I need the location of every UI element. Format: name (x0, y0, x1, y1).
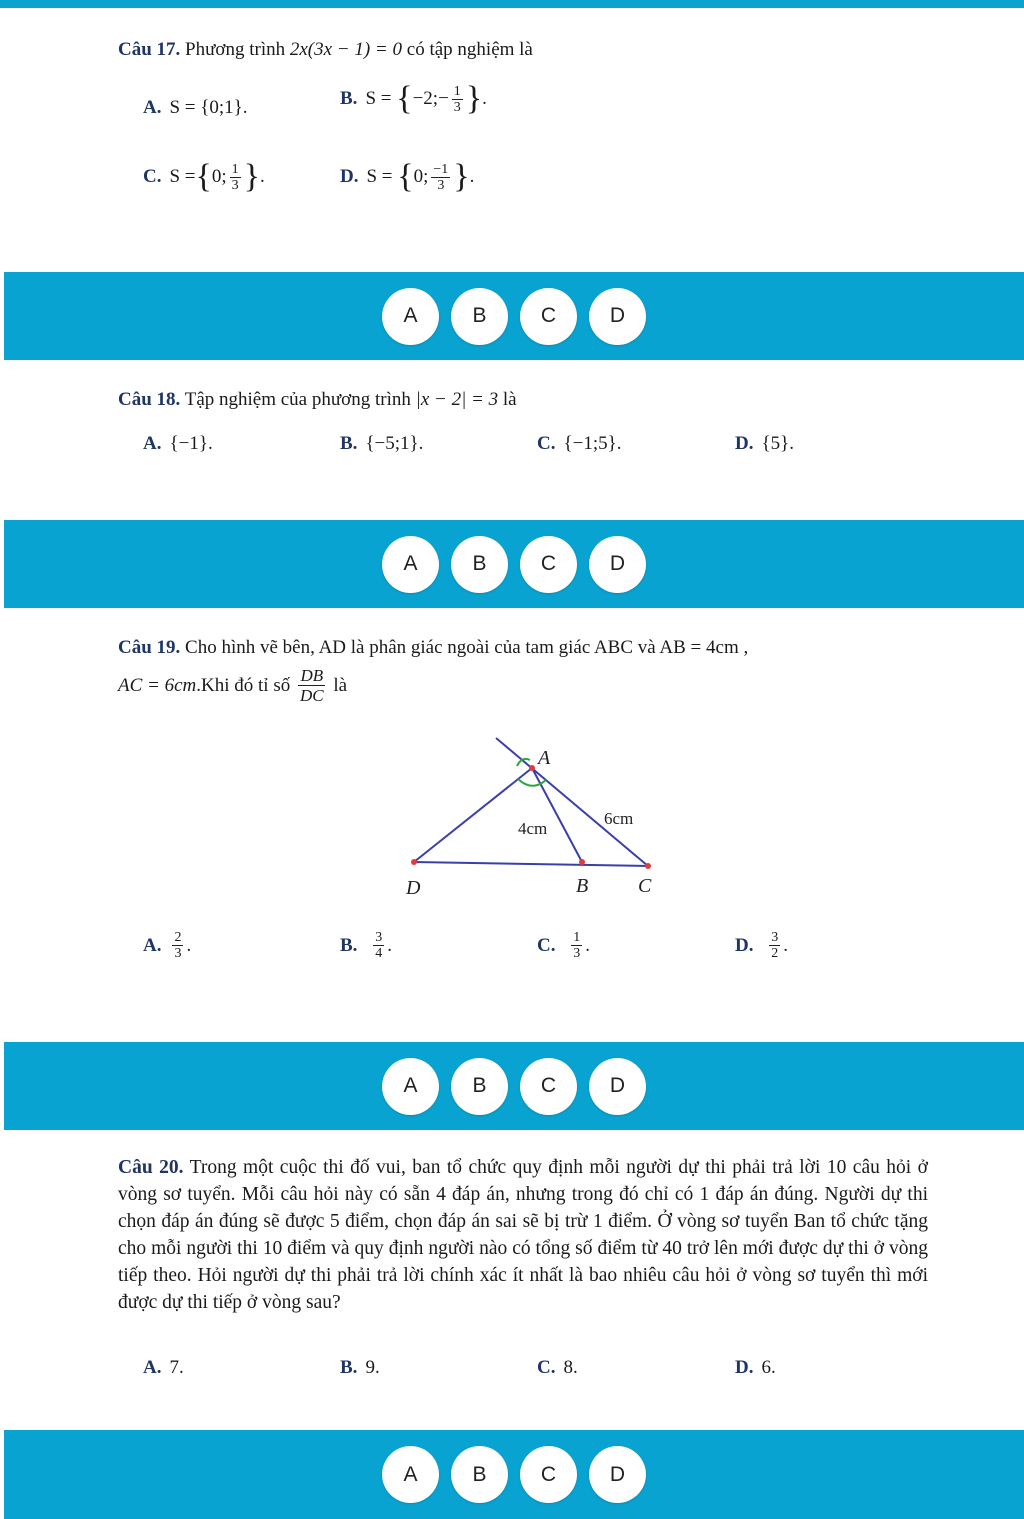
label-ac-length: 6cm (604, 809, 634, 828)
line-ad (414, 768, 532, 862)
q19-choice-d[interactable]: D (589, 1058, 646, 1115)
q17-option-d: D. S = { 0; $\frac{-1}{3}$ } . (340, 158, 475, 195)
q20-choice-c[interactable]: C (520, 1446, 577, 1503)
q18-option-b: B. {−5;1}. (340, 433, 424, 454)
top-accent-bar (0, 0, 1024, 8)
q17-option-a: A. S = {0;1}. (143, 97, 248, 118)
q18-option-a: A. {−1}. (143, 433, 213, 454)
q19-choice-c[interactable]: C (520, 1058, 577, 1115)
label-b: B (576, 875, 589, 897)
q19-answer-bar (4, 1042, 1024, 1130)
q20-option-c: C. 8. (537, 1357, 578, 1378)
q18-choice-a[interactable]: A (382, 536, 439, 593)
q18-choice-d[interactable]: D (589, 536, 646, 593)
q20-choice-b[interactable]: B (451, 1446, 508, 1503)
q19-option-c: C. $\frac{1}{3}$ . (537, 930, 590, 961)
q18-choice-b[interactable]: B (451, 536, 508, 593)
point-c (645, 863, 651, 869)
question-20-body: Trong một cuộc thi đố vui, ban tổ chức quy định mỗi người dự thi phải trả lời 10 câu hỏi ở vòng sơ tuyển. Mỗi câu hỏi này có sẵn 4 đáp án, nhưng trong đó chỉ có 1 đáp án đúng. Người dự thi chọn đáp án đúng sẽ được 5 điểm, chọn đáp án sai sẽ bị trừ 1 điểm. Ở vòng sơ tuyển Ban tổ chức tặng cho mỗi người thi 10 điểm và quy định người nào có tổng số điểm từ 40 trở lên mới được dự thi ở vòng tiếp theo. Hỏi người dự thi phải trả lời chính xác ít nhất là bao nhiêu câu hỏi ở vòng sơ tuyển thì mới được dự thi tiếp ở vòng sau? (118, 1157, 928, 1313)
q19-choice-b[interactable]: B (451, 1058, 508, 1115)
point-b (579, 859, 585, 865)
line-ac (496, 738, 648, 866)
question-20-text (118, 1154, 928, 1316)
line-dc (414, 862, 648, 866)
q20-answer-bar (4, 1430, 1024, 1519)
q19-choice-a[interactable]: A (382, 1058, 439, 1115)
question-19-title: Câu 19. Cho hình vẽ bên, AD là phân giác ngoài của tam giác ABC và AB = 4cm , (118, 637, 749, 658)
question-18-title: Câu 18. Tập nghiệm của phương trình |x − 2| = 3 là (118, 389, 517, 410)
q17-choice-b[interactable]: B (451, 288, 508, 345)
point-d (411, 859, 417, 865)
q19-option-b: B. $\frac{3}{4}$ . (340, 930, 392, 961)
question-17-title: Câu 17. Phương trình 2x(3x − 1) = 0 có tập nghiệm là (118, 39, 533, 60)
q20-choice-a[interactable]: A (382, 1446, 439, 1503)
q20-option-b: B. 9. (340, 1357, 380, 1378)
label-ab-length: 4cm (518, 819, 548, 838)
q17-answer-bar (4, 272, 1024, 360)
q17-option-b: B. S = { −2; − $\frac{1}{3}$ } . (340, 80, 487, 117)
question-19-line2: AC = 6cm .Khi đó tỉ số $\frac{DB}{DC}$ là (118, 666, 348, 705)
q18-choice-c[interactable]: C (520, 536, 577, 593)
question-20-number: Câu 20. (118, 1157, 184, 1178)
q17-option-c: C. S = { 0; $\frac{1}{3}$ } . (143, 158, 265, 195)
triangle-diagram (400, 732, 680, 902)
q19-option-d: D. $\frac{3}{2}$ . (735, 930, 788, 961)
q20-option-d: D. 6. (735, 1357, 776, 1378)
q17-choice-c[interactable]: C (520, 288, 577, 345)
label-c: C (638, 875, 652, 897)
q20-option-a: A. 7. (143, 1357, 184, 1378)
q18-option-c: C. {−1;5}. (537, 433, 622, 454)
q17-choice-a[interactable]: A (382, 288, 439, 345)
line-ab (532, 768, 582, 862)
q20-choice-d[interactable]: D (589, 1446, 646, 1503)
q19-option-a: A. $\frac{2}{3}$ . (143, 930, 192, 961)
q17-choice-d[interactable]: D (589, 288, 646, 345)
label-a: A (538, 747, 551, 769)
label-d: D (406, 877, 421, 899)
q18-answer-bar (4, 520, 1024, 608)
q18-option-d: D. {5}. (735, 433, 794, 454)
point-a (529, 765, 535, 771)
